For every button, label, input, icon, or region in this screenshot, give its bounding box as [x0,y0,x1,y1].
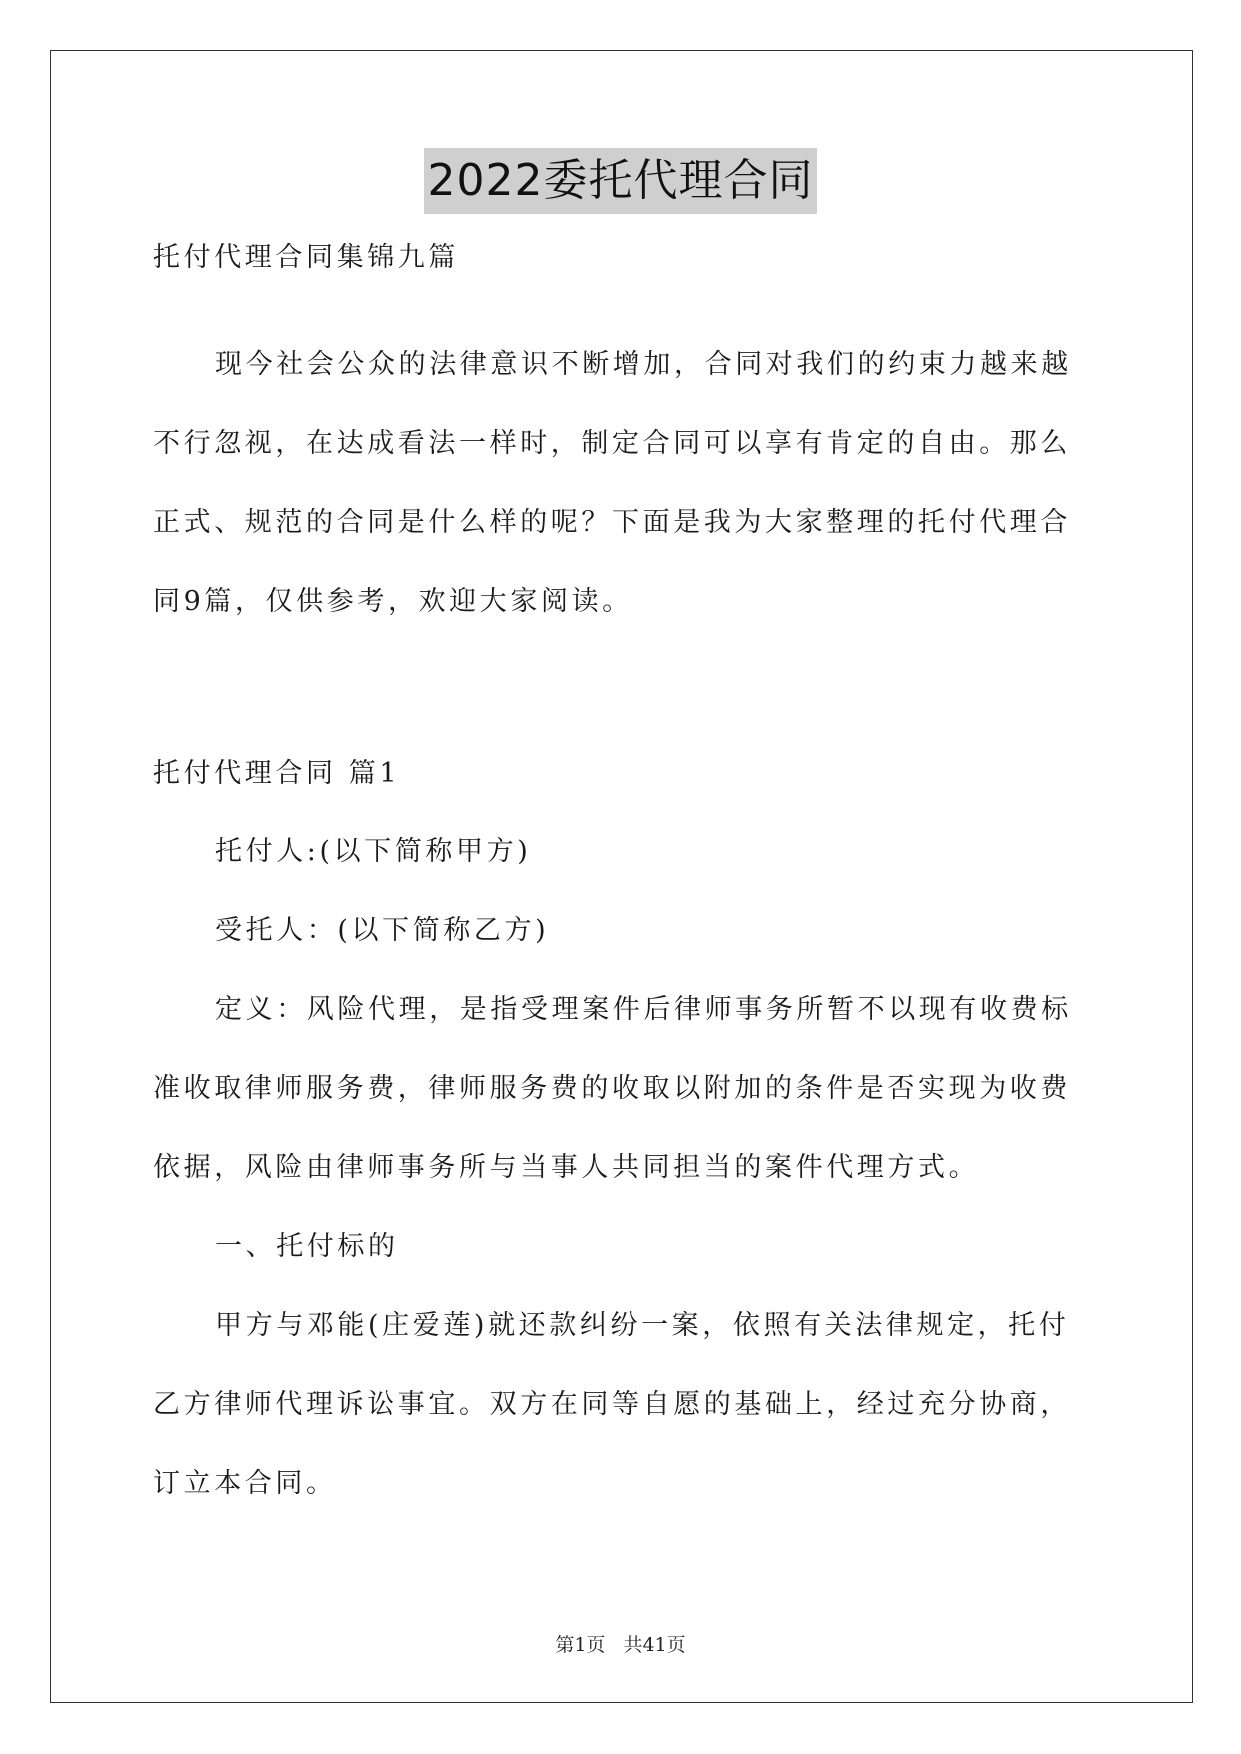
page-number: 第1页 [555,1634,606,1656]
document-title: 2022委托代理合同 [424,148,818,214]
clause-one-heading: 一、托付标的 [215,1231,399,1262]
clause-one-line: 甲方与邓能(庄爱莲)就还款纠纷一案，依照有关法律规定，托付 [215,1310,1070,1341]
total-pages: 共41页 [623,1634,686,1656]
title-container [0,148,1241,214]
clause-one-line: 乙方律师代理诉讼事宜。双方在同等自愿的基础上，经过充分协商， [153,1389,1071,1420]
clause-one-line: 订立本合同。 [153,1468,337,1499]
document-subtitle: 托付代理合同集锦九篇 [153,242,459,273]
intro-line: 正式、规范的合同是什么样的呢？下面是我为大家整理的托付代理合 [153,507,1071,538]
page-footer [0,1630,1241,1657]
definition-line: 准收取律师服务费，律师服务费的收取以附加的条件是否实现为收费 [153,1073,1071,1104]
definition-line: 依据，风险由律师事务所与当事人共同担当的案件代理方式。 [153,1152,980,1183]
section-heading: 托付代理合同 篇1 [153,758,401,789]
entrusted-party-line: 受托人：(以下简称乙方) [215,915,550,946]
intro-line: 同9篇，仅供参考，欢迎大家阅读。 [153,586,633,617]
intro-line: 现今社会公众的法律意识不断增加，合同对我们的约束力越来越 [215,349,1072,380]
definition-line: 定义：风险代理，是指受理案件后律师事务所暂不以现有收费标 [215,994,1072,1025]
page-border [50,50,1193,1703]
intro-line: 不行忽视，在达成看法一样时，制定合同可以享有肯定的自由。那么 [153,428,1071,459]
entrusting-party-line: 托付人:(以下简称甲方) [215,836,532,867]
